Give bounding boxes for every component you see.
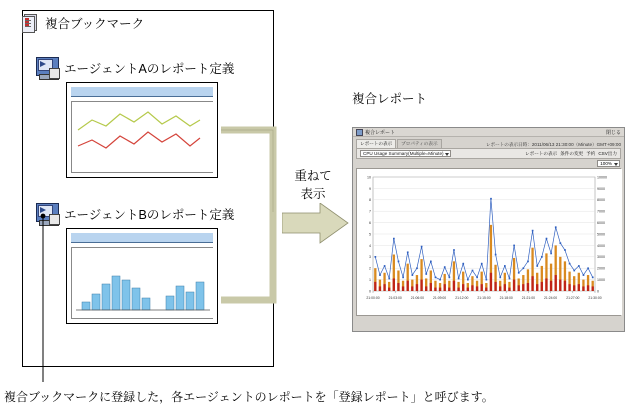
- composite-report-label: 複合レポート: [352, 92, 428, 106]
- toolbar-button-reserve[interactable]: 予約: [586, 150, 596, 156]
- svg-text:3: 3: [369, 255, 371, 260]
- agent-a-label: エージェントAのレポート定義: [64, 62, 235, 76]
- tab-property-display[interactable]: プロパティの表示: [397, 139, 441, 148]
- agent-a-header: [36, 57, 234, 79]
- svg-text:3000: 3000: [597, 255, 605, 260]
- svg-text:9: 9: [369, 186, 371, 191]
- svg-text:21:18:00: 21:18:00: [499, 296, 513, 300]
- svg-text:5000: 5000: [597, 232, 605, 237]
- report-toolbar: [356, 148, 621, 159]
- toolbar-button-show[interactable]: レポートの表示: [525, 150, 558, 156]
- svg-text:7000: 7000: [597, 209, 605, 214]
- toolbar-button-change-condition[interactable]: 条件の変更: [560, 150, 584, 156]
- svg-text:8000: 8000: [597, 198, 605, 203]
- window-titlebar: [353, 128, 624, 137]
- svg-text:21:12:00: 21:12:00: [455, 296, 469, 300]
- svg-text:21:30:00: 21:30:00: [588, 296, 602, 300]
- window-icon: [356, 129, 363, 136]
- overlay-text-line2: 表示: [300, 187, 326, 202]
- agent-b-chart-svg: [72, 248, 214, 318]
- svg-text:10: 10: [367, 175, 371, 180]
- svg-text:21:15:00: 21:15:00: [477, 296, 491, 300]
- svg-text:21:09:00: 21:09:00: [432, 296, 447, 300]
- figure-caption: 複合ブックマークに登録した，各エージェントのレポートを「登録レポート」と呼びます。: [4, 390, 494, 404]
- svg-text:4000: 4000: [597, 243, 605, 248]
- toolbar-button-csv-export[interactable]: CSV出力: [598, 150, 617, 156]
- svg-text:9000: 9000: [597, 186, 605, 191]
- report-chart-area: [356, 168, 621, 316]
- connector-lines: [218, 120, 288, 320]
- agent-a-chart: [71, 101, 213, 173]
- svg-text:21:06:00: 21:06:00: [410, 296, 425, 300]
- cpu-usage-summary-chart: [357, 169, 622, 315]
- svg-text:21:27:00: 21:27:00: [566, 296, 580, 300]
- agent-monitor-icon: [36, 57, 60, 79]
- composite-bookmark-title: [22, 14, 144, 32]
- svg-text:1000: 1000: [597, 278, 605, 282]
- leader-line: [40, 212, 52, 384]
- svg-text:21:24:00: 21:24:00: [543, 296, 558, 300]
- report-select[interactable]: CPU Usage Summary(Multiple=Minute): [360, 150, 451, 157]
- svg-text:2: 2: [369, 266, 371, 271]
- agent-a-report-panel: [66, 82, 218, 178]
- overlay-display-text: [283, 167, 343, 203]
- composite-report-window: [352, 127, 625, 332]
- window-close-button[interactable]: 閉じる: [605, 129, 621, 136]
- svg-text:6000: 6000: [597, 221, 605, 225]
- svg-text:21:00:00: 21:00:00: [366, 296, 380, 300]
- svg-text:8: 8: [369, 198, 371, 203]
- svg-text:2000: 2000: [597, 266, 605, 271]
- svg-text:7: 7: [369, 209, 371, 214]
- svg-text:10000: 10000: [597, 175, 607, 180]
- agent-b-label: エージェントBのレポート定義: [64, 208, 235, 222]
- bookmark-page-icon: [22, 14, 40, 32]
- panel-titlebar: [71, 87, 213, 97]
- agent-b-chart: [71, 247, 213, 319]
- svg-text:6: 6: [369, 221, 371, 225]
- report-datetime-label: レポートの表示日時：2011/06/13 21:30:00（Minute）GMT+09:00: [485, 142, 621, 147]
- agent-a-chart-svg: [72, 102, 214, 172]
- tab-report-display[interactable]: レポートの表示: [356, 139, 396, 148]
- overlay-text-line1: 重ねて: [294, 169, 332, 183]
- svg-text:5: 5: [369, 232, 371, 237]
- agent-b-report-panel: [66, 228, 218, 324]
- zoom-select[interactable]: 100%: [597, 160, 620, 167]
- window-title: 複合レポート: [365, 129, 396, 136]
- svg-text:4: 4: [369, 243, 371, 248]
- panel-titlebar: [71, 233, 213, 243]
- right-arrow-icon: [282, 203, 352, 247]
- zoom-row: [353, 159, 624, 167]
- svg-text:1: 1: [369, 278, 371, 282]
- svg-text:0: 0: [597, 289, 599, 294]
- svg-text:21:03:00: 21:03:00: [388, 296, 402, 300]
- report-tabs: [353, 137, 624, 148]
- agent-b-header: [36, 203, 234, 225]
- svg-text:21:21:00: 21:21:00: [521, 296, 536, 300]
- composite-bookmark-label: 複合ブックマーク: [45, 17, 145, 31]
- svg-text:0: 0: [369, 289, 371, 294]
